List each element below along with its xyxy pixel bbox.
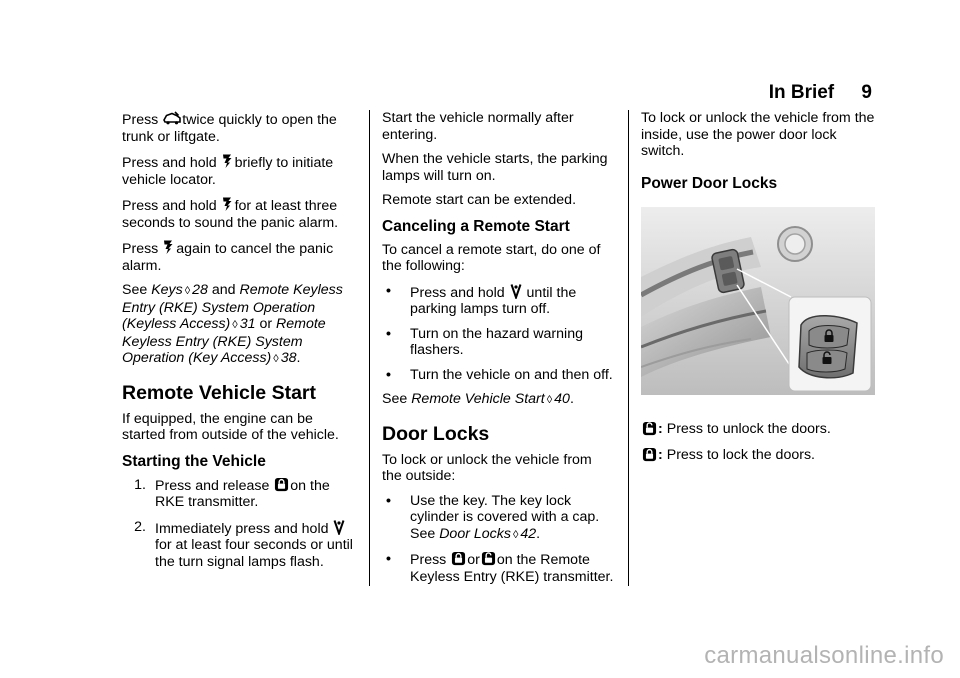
list-text [410, 283, 614, 318]
text: Immediately press and hold [155, 520, 333, 537]
text: Press to unlock the doors. [666, 420, 831, 437]
remote-start-icon [510, 283, 522, 299]
heading-canceling-remote-start: Canceling a Remote Start [382, 217, 570, 235]
caption-unlock [641, 420, 877, 438]
paragraph: To cancel a remote start, do one of the following: [382, 241, 601, 274]
list-text [410, 551, 614, 585]
step-text [155, 519, 358, 571]
lock-icon [642, 447, 657, 462]
text: for at least four seconds or until the turn signal lamps flash. [155, 537, 353, 570]
page-ref-icon: ◊ [232, 319, 238, 331]
ref-link-rke-key[interactable]: Remote Keyless Entry (RKE) System Operation (Key Access) [122, 316, 326, 366]
see-references [122, 282, 358, 368]
list-item [382, 551, 614, 585]
text: briefly to initiate vehicle locator. [122, 155, 334, 188]
unlock-icon [481, 551, 496, 566]
text: . [296, 350, 301, 366]
text: : [658, 420, 663, 437]
list-text: Turn on the hazard warning flashers. [410, 325, 583, 358]
bullet: • [386, 325, 391, 342]
paragraph [122, 196, 358, 231]
step-number: 1. [134, 476, 146, 493]
lock-icon [451, 551, 466, 566]
list-item [382, 326, 614, 359]
text: Press [122, 112, 163, 128]
list-item [382, 283, 614, 318]
ref-link-remote-vehicle-start[interactable]: Remote Vehicle Start [411, 391, 545, 407]
step-number: 2. [134, 518, 146, 535]
panic-horn-icon [222, 153, 234, 169]
paragraph: To lock or unlock the vehicle from the inside, use the power door lock switch. [641, 110, 875, 159]
ref-link-keys[interactable]: Keys [151, 282, 183, 298]
paragraph: Remote start can be extended. [382, 192, 577, 208]
paragraph: To lock or unlock the vehicle from the outside: [382, 451, 592, 484]
panic-horn-icon [163, 239, 175, 255]
text: or [255, 316, 276, 332]
unlock-icon [642, 421, 657, 436]
text: See [382, 391, 412, 407]
page-ref-icon: ◊ [184, 285, 191, 297]
text: and [207, 282, 240, 298]
heading-starting-the-vehicle: Starting the Vehicle [122, 452, 266, 470]
paragraph [122, 153, 358, 188]
list-text: Turn the vehicle on and then off. [410, 366, 613, 383]
text: Press and hold [122, 198, 221, 214]
text: Press [410, 552, 451, 568]
page-ref-icon: ◊ [273, 353, 279, 365]
list-item [382, 493, 614, 544]
paragraph: When the vehicle starts, the parking lamps will turn on. [382, 151, 608, 184]
ref-page[interactable]: 31 [239, 316, 256, 332]
paragraph [122, 110, 358, 145]
page-ref-icon: ◊ [512, 528, 519, 541]
column-2 [382, 110, 614, 593]
heading-remote-vehicle-start: Remote Vehicle Start [122, 381, 316, 404]
page-ref-icon: ◊ [546, 394, 553, 406]
section-title: In Brief [768, 82, 835, 103]
page-number: 9 [861, 82, 872, 103]
column-3 [641, 110, 877, 472]
heading-power-door-locks: Power Door Locks [641, 174, 778, 192]
text: : [658, 446, 663, 463]
bullet: • [386, 366, 391, 383]
remote-start-icon [333, 519, 345, 535]
text: . [536, 525, 541, 542]
text: until the parking lamps turn off. [410, 284, 577, 317]
text: See [122, 282, 152, 298]
ref-link-rke-keyless[interactable]: Remote Keyless Entry (RKE) System Operation (Keyless Access) [122, 282, 343, 332]
column-divider [628, 110, 629, 586]
numbered-step [122, 519, 358, 571]
paragraph [122, 239, 358, 274]
ref-page[interactable]: 38 [280, 350, 297, 366]
page-header [769, 82, 872, 104]
ref-page[interactable]: 40 [554, 391, 570, 407]
bullet: • [386, 282, 391, 299]
trunk-icon [163, 110, 181, 126]
text: again to cancel the panic alarm. [122, 241, 334, 274]
heading-door-locks: Door Locks [382, 422, 490, 445]
text: Press and hold [410, 284, 509, 301]
column-1 [122, 110, 358, 578]
text: Use the key. The key lock cylinder is covered with a cap. See [410, 492, 600, 542]
text: . [569, 391, 574, 407]
bullet: • [386, 492, 391, 509]
bullet: • [386, 551, 391, 567]
text: Press and release [155, 477, 274, 494]
column-divider [369, 110, 370, 586]
see-references [382, 391, 614, 409]
watermark: carmanualsonline.info [704, 642, 944, 669]
text: Press [122, 241, 163, 257]
text: Press to lock the doors. [666, 446, 815, 463]
text: for at least three seconds to sound the panic alarm. [122, 198, 339, 231]
ref-link-door-locks[interactable]: Door Locks [439, 525, 511, 542]
panic-horn-icon [222, 196, 234, 212]
numbered-step [122, 477, 358, 511]
text: or [467, 552, 480, 568]
door-lock-switch-illustration [641, 207, 875, 395]
text: twice quickly to open the trunk or liftgate. [122, 112, 337, 145]
text: Press and hold [122, 155, 221, 171]
paragraph: If equipped, the engine can be started from outside of the vehicle. [122, 410, 339, 443]
text: on the Remote Keyless Entry (RKE) transmitter. [410, 552, 614, 585]
text: on the RKE transmitter. [155, 477, 330, 510]
caption-lock [641, 446, 877, 464]
paragraph: Start the vehicle normally after entering. [382, 110, 574, 143]
ref-page[interactable]: 28 [192, 282, 208, 298]
step-text [155, 477, 358, 511]
ref-page[interactable]: 42 [520, 525, 537, 542]
list-item [382, 367, 614, 384]
list-text [410, 493, 614, 544]
lock-icon [274, 477, 289, 492]
